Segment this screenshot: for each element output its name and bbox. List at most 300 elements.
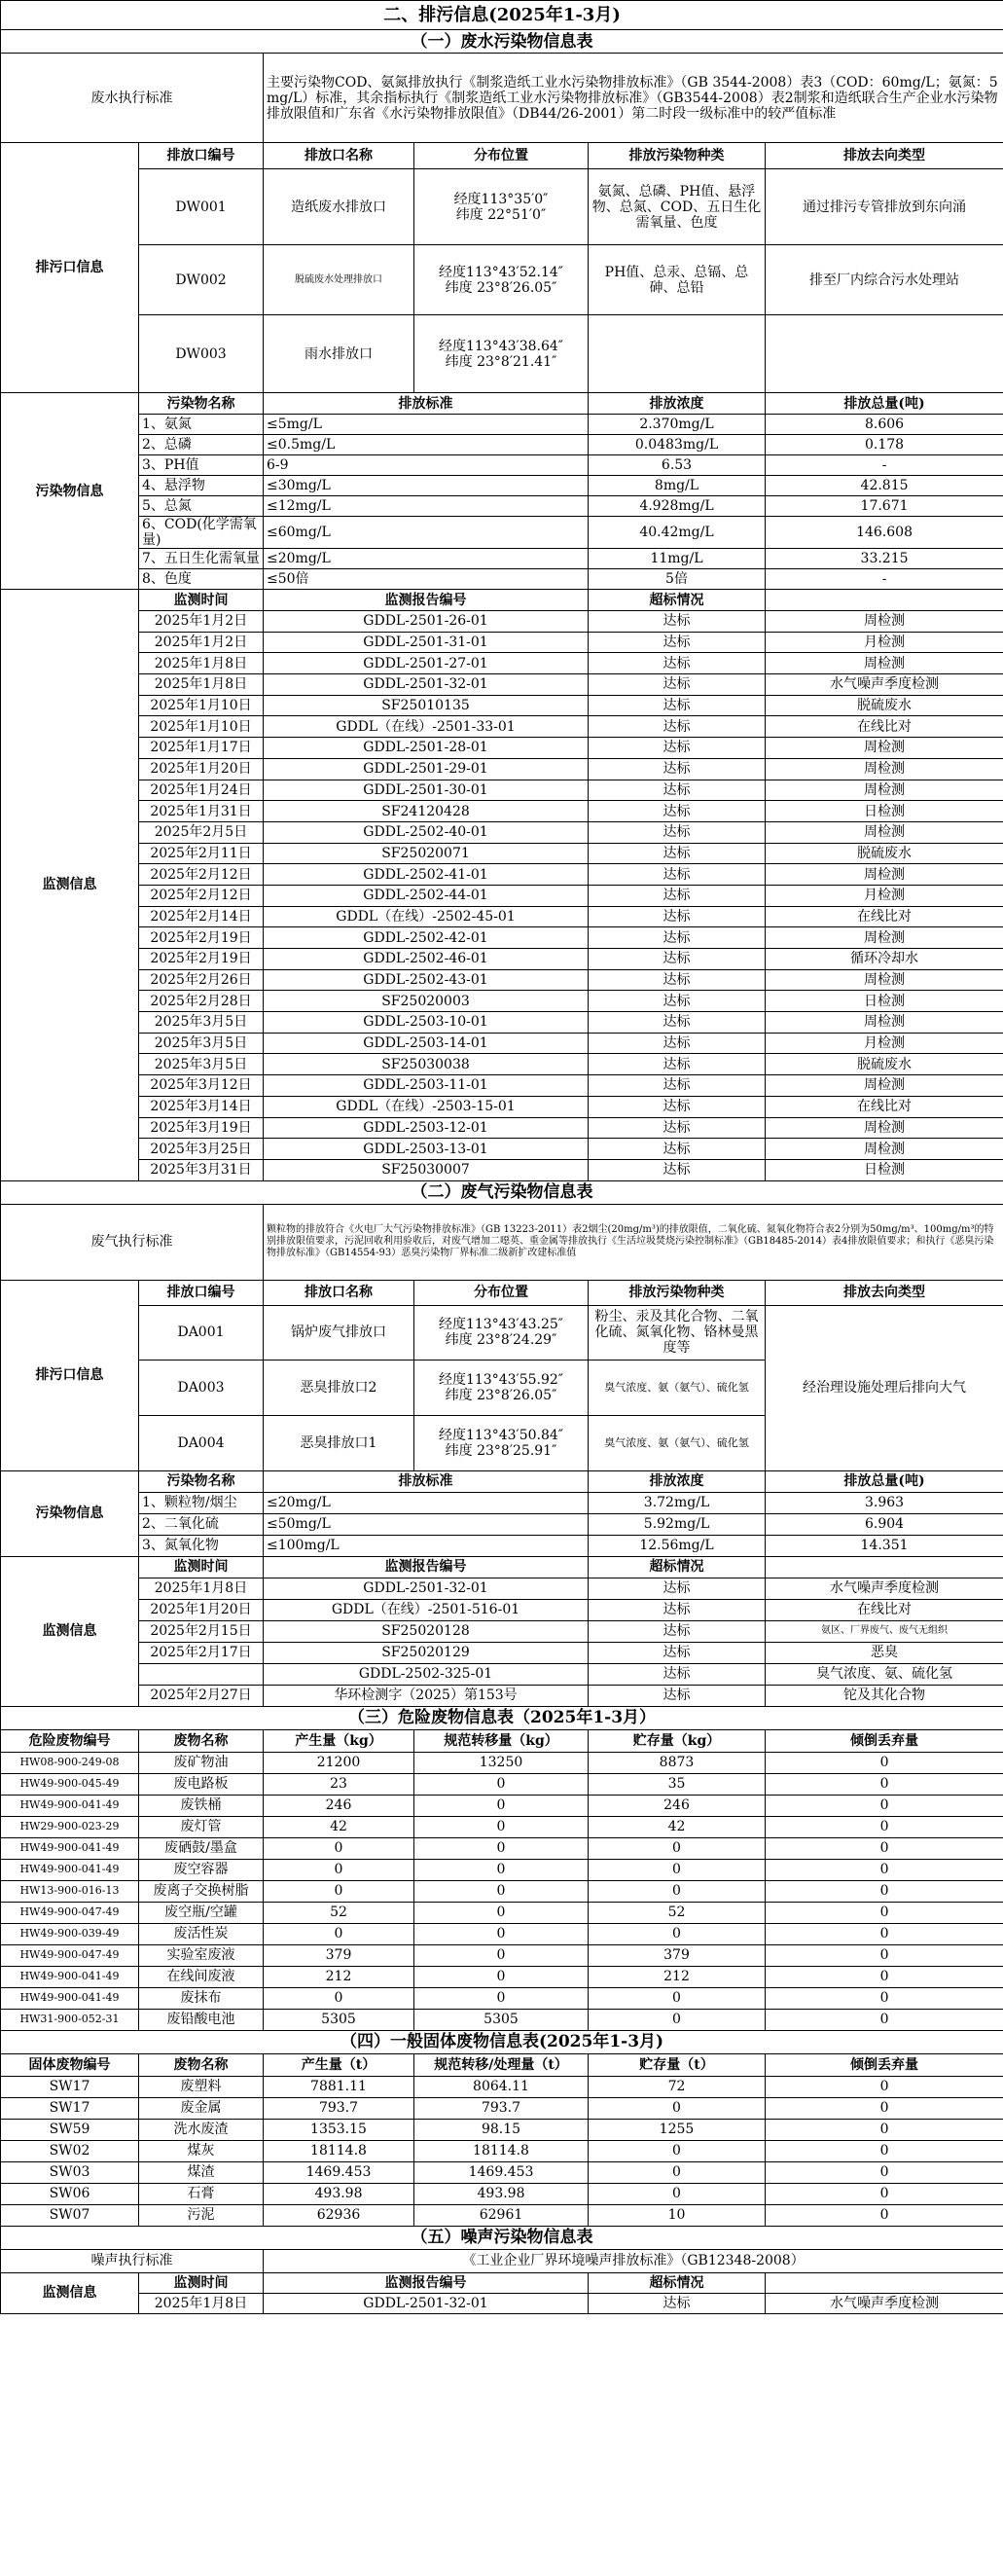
pollutant-concentration: 0.0483mg/L [589, 435, 766, 455]
hazardous-waste-row [1, 1880, 1003, 1902]
column-header: 产生量（t） [264, 2053, 414, 2076]
monitoring-note: 循环冷却水 [766, 949, 1003, 970]
monitoring-report-id: GDDL-2502-43-01 [264, 969, 589, 991]
table-cell: 793.7 [414, 2097, 589, 2119]
monitoring-report-id: GDDL-2502-42-01 [264, 927, 589, 949]
monitoring-note: 在线比对 [766, 1096, 1003, 1117]
monitoring-result: 达标 [589, 716, 766, 738]
monitoring-note: 周检测 [766, 1075, 1003, 1097]
column-header: 监测报告编号 [264, 1556, 589, 1578]
monitoring-date: 2025年3月5日 [139, 1054, 264, 1075]
waste-code: SW03 [1, 2161, 139, 2183]
monitoring-result: 达标 [589, 991, 766, 1012]
monitoring-result: 达标 [589, 1663, 766, 1685]
table-cell: 0 [589, 1837, 766, 1859]
table-cell: 废金属 [139, 2097, 264, 2119]
pollutant-row [1, 517, 1003, 549]
monitoring-report-id: GDDL-2503-13-01 [264, 1139, 589, 1160]
pollutant-concentration: 12.56mg/L [589, 1535, 766, 1556]
column-header: 排放口编号 [139, 1280, 264, 1305]
outlet-destination: 经治理设施处理后排向大气 [766, 1305, 1003, 1470]
table-cell: 0 [766, 1944, 1003, 1966]
pollutant-concentration: 11mg/L [589, 549, 766, 569]
standard-text: 颗粒物的排放符合《火电厂大气污染物排放标准》（GB 13223-2011）表2烟尘(20mg/m³)的排放限值，二氧化硫、氮氧化物符合表2分别为50mg/m³、100mg/m³的特别排放限值要求，污泥回收利用验收后，对废气增加二噁英、重金属等排放执行《生活垃圾焚烧污染控制标准》（GB18485-2014）表4排放限值要求；和执行《恶臭污染物排放标准》（GB14554-93）恶臭污染物厂界标准二级新扩改建标准值 [264, 1204, 1003, 1280]
solid-waste-row [1, 2076, 1003, 2097]
monitoring-row [1, 821, 1003, 843]
column-header: 排放总量(吨) [766, 1470, 1003, 1492]
outlet-location [414, 1360, 589, 1415]
monitoring-result: 达标 [589, 885, 766, 906]
monitoring-result: 达标 [589, 906, 766, 927]
monitoring-result: 达标 [589, 1054, 766, 1075]
pollutant-name: 7、五日生化需氧量 [139, 549, 264, 569]
column-header: 排放浓度 [589, 393, 766, 415]
waste-code: HW29-900-023-29 [1, 1816, 139, 1837]
table-cell: 21200 [264, 1752, 414, 1773]
header-row [1, 2272, 1003, 2293]
column-header: 产生量（kg） [264, 1729, 414, 1752]
pollutant-label: 污染物信息 [1, 393, 139, 590]
column-header: 排放口名称 [264, 143, 414, 169]
monitoring-result: 达标 [589, 653, 766, 674]
waste-code: HW49-900-041-49 [1, 1987, 139, 2009]
table-cell: 0 [766, 2161, 1003, 2183]
monitoring-note: 在线比对 [766, 906, 1003, 927]
table-cell: 10 [589, 2204, 766, 2226]
monitoring-report-id: GDDL-2502-46-01 [264, 949, 589, 970]
table-cell: 0 [414, 1859, 589, 1880]
table-cell: 8873 [589, 1752, 766, 1773]
monitoring-result: 达标 [589, 801, 766, 822]
table-cell: 52 [589, 1902, 766, 1923]
monitoring-report-id: GDDL-2502-41-01 [264, 864, 589, 886]
pollutant-standard: ≤12mg/L [264, 496, 589, 517]
column-header: 污染物名称 [139, 393, 264, 415]
monitoring-note: 水气噪声季度检测 [766, 2293, 1003, 2313]
table-cell: 0 [766, 2119, 1003, 2140]
table-cell: 0 [766, 1816, 1003, 1837]
outlet-label: 排污口信息 [1, 143, 139, 393]
waste-code: SW06 [1, 2183, 139, 2204]
section-heading-row [1, 2030, 1003, 2053]
monitoring-date: 2025年1月2日 [139, 632, 264, 653]
monitoring-label: 监测信息 [1, 2272, 139, 2313]
outlet-id: DW001 [139, 169, 264, 245]
pollutant-standard: ≤100mg/L [264, 1535, 589, 1556]
hazardous-waste-row [1, 1944, 1003, 1966]
monitoring-report-id: SF25020128 [264, 1620, 589, 1642]
table-cell: 0 [414, 1773, 589, 1795]
solid-waste-row [1, 2183, 1003, 2204]
pollutant-name: 8、色度 [139, 569, 264, 590]
column-header: 污染物名称 [139, 1470, 264, 1492]
pollutant-name: 4、悬浮物 [139, 476, 264, 496]
monitoring-report-id: SF25030007 [264, 1159, 589, 1180]
monitoring-result: 达标 [589, 1139, 766, 1160]
column-header: 排放口名称 [264, 1280, 414, 1305]
section-heading-row [1, 1180, 1003, 1204]
column-header [766, 590, 1003, 611]
table-cell: 废空容器 [139, 1859, 264, 1880]
standard-label: 噪声执行标准 [1, 2249, 264, 2272]
monitoring-row [1, 1159, 1003, 1180]
page-title-row [1, 1, 1003, 30]
column-header: 超标情况 [589, 590, 766, 611]
hazardous-waste-row [1, 1837, 1003, 1859]
table-cell: 石膏 [139, 2183, 264, 2204]
table-cell: 212 [589, 1966, 766, 1987]
table-cell: 废离子交换树脂 [139, 1880, 264, 1902]
section-heading-row [1, 2226, 1003, 2249]
table-cell: 0 [589, 1987, 766, 2009]
monitoring-report-id: GDDL-2501-28-01 [264, 738, 589, 759]
table-cell: 246 [589, 1795, 766, 1816]
pollutant-name: 3、PH值 [139, 455, 264, 476]
hazardous-waste-row [1, 1773, 1003, 1795]
outlet-pollutants: 氨氮、总磷、PH值、悬浮物、总氮、COD、五日生化需氧量、色度 [589, 169, 766, 245]
hazardous-waste-row [1, 1752, 1003, 1773]
outlet-destination [766, 315, 1003, 393]
header-row [1, 1729, 1003, 1752]
monitoring-date: 2025年3月31日 [139, 1159, 264, 1180]
pollutant-row [1, 1535, 1003, 1556]
table-cell: 0 [766, 1837, 1003, 1859]
monitoring-note: 日检测 [766, 991, 1003, 1012]
waste-code: HW49-900-041-49 [1, 1966, 139, 1987]
monitoring-note: 日检测 [766, 801, 1003, 822]
outlet-name: 造纸废水排放口 [264, 169, 414, 245]
column-header: 排放去向类型 [766, 143, 1003, 169]
outlet-id: DA004 [139, 1415, 264, 1470]
column-header: 废物名称 [139, 1729, 264, 1752]
monitoring-date: 2025年1月8日 [139, 653, 264, 674]
monitoring-report-id: GDDL-2501-31-01 [264, 632, 589, 653]
table-cell: 52 [264, 1902, 414, 1923]
monitoring-note: 周检测 [766, 1117, 1003, 1139]
hazardous-waste-row [1, 1923, 1003, 1944]
monitoring-note: 月检测 [766, 632, 1003, 653]
monitoring-note: 日检测 [766, 1159, 1003, 1180]
column-header: 监测时间 [139, 2272, 264, 2293]
table-cell: 煤灰 [139, 2140, 264, 2161]
monitoring-note: 周检测 [766, 969, 1003, 991]
monitoring-date: 2025年2月17日 [139, 1642, 264, 1663]
column-header: 贮存量（t） [589, 2053, 766, 2076]
waste-code: HW49-900-047-49 [1, 1944, 139, 1966]
monitoring-row [1, 780, 1003, 801]
monitoring-row [1, 716, 1003, 738]
pollutant-total: 6.904 [766, 1513, 1003, 1535]
column-header: 监测报告编号 [264, 590, 589, 611]
table-cell: 0 [414, 1923, 589, 1944]
monitoring-date: 2025年1月8日 [139, 1578, 264, 1599]
pollutant-standard: ≤50倍 [264, 569, 589, 590]
table-cell: 0 [264, 1859, 414, 1880]
table-cell: 18114.8 [414, 2140, 589, 2161]
pollutant-concentration: 6.53 [589, 455, 766, 476]
monitoring-result: 达标 [589, 780, 766, 801]
column-header: 排放标准 [264, 393, 589, 415]
monitoring-row [1, 906, 1003, 927]
outlet-destination: 通过排污专管排放到东向涌 [766, 169, 1003, 245]
waste-code: SW17 [1, 2076, 139, 2097]
monitoring-report-id: GDDL-2501-32-01 [264, 674, 589, 696]
pollutant-row [1, 496, 1003, 517]
table-cell: 废抹布 [139, 1987, 264, 2009]
outlet-location [414, 1305, 589, 1360]
column-header: 分布位置 [414, 143, 589, 169]
table-cell: 0 [766, 1902, 1003, 1923]
waste-code: SW59 [1, 2119, 139, 2140]
hazardous-waste-row [1, 1816, 1003, 1837]
outlet-pollutants [589, 315, 766, 393]
pollutant-row [1, 1513, 1003, 1535]
monitoring-label: 监测信息 [1, 1556, 139, 1706]
monitoring-date: 2025年1月31日 [139, 801, 264, 822]
monitoring-result: 达标 [589, 2293, 766, 2313]
outlet-pollutants: 臭气浓度、氨（氨气）、硫化氢 [589, 1415, 766, 1470]
waste-code: SW17 [1, 2097, 139, 2119]
table-cell: 379 [264, 1944, 414, 1966]
monitoring-note: 周检测 [766, 1012, 1003, 1034]
table-cell: 0 [414, 1902, 589, 1923]
location-longitude: 经度113°43′55.92″ [438, 1371, 564, 1388]
monitoring-date: 2025年2月11日 [139, 843, 264, 864]
monitoring-report-id: SF25030038 [264, 1054, 589, 1075]
location-longitude: 经度113°43′38.64″ [438, 338, 564, 354]
monitoring-note: 脱硫废水 [766, 695, 1003, 716]
monitoring-result: 达标 [589, 611, 766, 633]
pollutant-total: 8.606 [766, 415, 1003, 435]
table-cell: 0 [766, 2076, 1003, 2097]
monitoring-result: 达标 [589, 1096, 766, 1117]
pollutant-row [1, 549, 1003, 569]
table-cell: 洗水废渣 [139, 2119, 264, 2140]
pollutant-concentration: 3.72mg/L [589, 1492, 766, 1513]
column-header: 规范转移/处理量（t） [414, 2053, 589, 2076]
standard-row [1, 54, 1003, 143]
table-cell: 0 [414, 1837, 589, 1859]
monitoring-result: 达标 [589, 1620, 766, 1642]
table-cell: 1469.453 [414, 2161, 589, 2183]
pollutant-concentration: 40.42mg/L [589, 517, 766, 549]
column-header: 监测报告编号 [264, 2272, 589, 2293]
pollutant-standard: ≤30mg/L [264, 476, 589, 496]
section-heading: （一）废水污染物信息表 [1, 30, 1003, 54]
location-longitude: 经度113°43′50.84″ [438, 1427, 564, 1443]
monitoring-date: 2025年2月12日 [139, 864, 264, 886]
location-latitude: 纬度 23°8′26.05″ [445, 279, 557, 296]
monitoring-result: 达标 [589, 1685, 766, 1706]
table-cell: 0 [766, 1795, 1003, 1816]
monitoring-note: 水气噪声季度检测 [766, 674, 1003, 696]
monitoring-result: 达标 [589, 738, 766, 759]
location-latitude: 纬度 23°8′25.91″ [445, 1442, 557, 1459]
header-row [1, 1470, 1003, 1492]
table-cell: 493.98 [264, 2183, 414, 2204]
table-cell: 0 [589, 2009, 766, 2030]
monitoring-date: 2025年3月5日 [139, 1012, 264, 1034]
table-cell: 0 [766, 1923, 1003, 1944]
monitoring-report-id: GDDL-2503-14-01 [264, 1033, 589, 1054]
table-cell: 0 [589, 1880, 766, 1902]
monitoring-date: 2025年3月14日 [139, 1096, 264, 1117]
pollutant-total: 0.178 [766, 435, 1003, 455]
location-longitude: 经度113°43′43.25″ [438, 1317, 564, 1333]
monitoring-note: 在线比对 [766, 1599, 1003, 1620]
monitoring-row [1, 1033, 1003, 1054]
table-cell: 0 [766, 2204, 1003, 2226]
table-cell: 13250 [414, 1752, 589, 1773]
column-header: 监测时间 [139, 1556, 264, 1578]
monitoring-report-id: GDDL-2502-325-01 [264, 1663, 589, 1685]
monitoring-row [1, 969, 1003, 991]
monitoring-date: 2025年3月5日 [139, 1033, 264, 1054]
waste-code: SW02 [1, 2140, 139, 2161]
table-cell: 493.98 [414, 2183, 589, 2204]
waste-code: HW08-900-249-08 [1, 1752, 139, 1773]
monitoring-report-id: GDDL（在线）-2501-33-01 [264, 716, 589, 738]
solid-waste-row [1, 2119, 1003, 2140]
outlet-id: DA003 [139, 1360, 264, 1415]
monitoring-date: 2025年2月28日 [139, 991, 264, 1012]
monitoring-result: 达标 [589, 758, 766, 780]
monitoring-row [1, 1054, 1003, 1075]
table-cell: 0 [414, 1816, 589, 1837]
monitoring-report-id: GDDL（在线）-2503-15-01 [264, 1096, 589, 1117]
monitoring-report-id: GDDL-2501-29-01 [264, 758, 589, 780]
table-cell: 0 [766, 1880, 1003, 1902]
monitoring-result: 达标 [589, 1599, 766, 1620]
location-latitude: 纬度 22°51′0″ [455, 206, 547, 223]
monitoring-row [1, 1117, 1003, 1139]
waste-code: HW49-900-041-49 [1, 1837, 139, 1859]
section-heading-row [1, 1706, 1003, 1729]
table-cell: 实验室废液 [139, 1944, 264, 1966]
standard-label: 废气执行标准 [1, 1204, 264, 1280]
hazardous-waste-row [1, 1987, 1003, 2009]
table-cell: 废空瓶/空罐 [139, 1902, 264, 1923]
header-row [1, 1280, 1003, 1305]
table-cell: 8064.11 [414, 2076, 589, 2097]
outlet-location [414, 245, 589, 315]
solid-waste-row [1, 2161, 1003, 2183]
pollutant-total: 42.815 [766, 476, 1003, 496]
column-header: 废物名称 [139, 2053, 264, 2076]
pollutant-concentration: 4.928mg/L [589, 496, 766, 517]
monitoring-note: 臭气浓度、氨、硫化氢 [766, 1663, 1003, 1685]
table-cell: 0 [766, 1752, 1003, 1773]
pollutant-row [1, 1492, 1003, 1513]
pollutant-standard: ≤20mg/L [264, 549, 589, 569]
pollutant-row [1, 455, 1003, 476]
standard-text: 主要污染物COD、氨氮排放执行《制浆造纸工业水污染物排放标准》（GB 3544-2008）表3（COD：60mg/L；氨氮：5 mg/L）标准，其余指标执行《制浆造纸工业水污染物排放标准》（GB3544-2008）表2制浆和造纸联合生产企业水污染物排放限值和广东省《水污染物排放限值》（DB44/26-2001）第二时段一级标准中的较严值标准 [264, 54, 1003, 143]
monitoring-report-id: GDDL-2502-40-01 [264, 821, 589, 843]
outlet-pollutants: 臭气浓度、氨（氨气）、硫化氢 [589, 1360, 766, 1415]
outlet-destination: 排至厂内综合污水处理站 [766, 245, 1003, 315]
outlet-name: 恶臭排放口2 [264, 1360, 414, 1415]
monitoring-date: 2025年1月24日 [139, 780, 264, 801]
outlet-label: 排污口信息 [1, 1280, 139, 1470]
table-cell: 0 [589, 1859, 766, 1880]
table-cell: 废活性炭 [139, 1923, 264, 1944]
column-header: 排放浓度 [589, 1470, 766, 1492]
hazardous-waste-row [1, 1902, 1003, 1923]
monitoring-date: 2025年1月17日 [139, 738, 264, 759]
pollutant-row [1, 415, 1003, 435]
table-cell: 0 [766, 1859, 1003, 1880]
monitoring-row [1, 1663, 1003, 1685]
pollutant-total: 3.963 [766, 1492, 1003, 1513]
pollutant-name: 2、二氧化硫 [139, 1513, 264, 1535]
monitoring-note: 周检测 [766, 758, 1003, 780]
table-cell: 0 [589, 1923, 766, 1944]
table-cell: 62936 [264, 2204, 414, 2226]
pollutant-concentration: 5倍 [589, 569, 766, 590]
monitoring-date: 2025年2月19日 [139, 949, 264, 970]
monitoring-report-id: GDDL-2503-12-01 [264, 1117, 589, 1139]
monitoring-date: 2025年2月12日 [139, 885, 264, 906]
table-cell: 0 [414, 1966, 589, 1987]
table-cell: 废铅酸电池 [139, 2009, 264, 2030]
outlet-location [414, 1415, 589, 1470]
standard-label: 废水执行标准 [1, 54, 264, 143]
pollutant-total: - [766, 455, 1003, 476]
pollutant-total: - [766, 569, 1003, 590]
solid-waste-row [1, 2140, 1003, 2161]
outlet-row [1, 169, 1003, 245]
waste-code: SW07 [1, 2204, 139, 2226]
table-cell: 5305 [414, 2009, 589, 2030]
pollutant-concentration: 8mg/L [589, 476, 766, 496]
monitoring-note: 周检测 [766, 738, 1003, 759]
monitoring-result: 达标 [589, 843, 766, 864]
table-cell: 0 [766, 1966, 1003, 1987]
monitoring-result: 达标 [589, 695, 766, 716]
pollutant-standard: ≤50mg/L [264, 1513, 589, 1535]
monitoring-date: 2025年1月8日 [139, 674, 264, 696]
monitoring-result: 达标 [589, 927, 766, 949]
monitoring-report-id: SF25020003 [264, 991, 589, 1012]
outlet-id: DW003 [139, 315, 264, 393]
monitoring-note: 周检测 [766, 927, 1003, 949]
monitoring-row [1, 695, 1003, 716]
table-cell: 246 [264, 1795, 414, 1816]
table-cell: 废矿物油 [139, 1752, 264, 1773]
monitoring-report-id: SF24120428 [264, 801, 589, 822]
monitoring-note: 周检测 [766, 1139, 1003, 1160]
column-header: 超标情况 [589, 1556, 766, 1578]
monitoring-report-id: GDDL-2501-27-01 [264, 653, 589, 674]
table-cell: 0 [414, 1795, 589, 1816]
column-header [766, 2272, 1003, 2293]
monitoring-report-id: 华环检测字（2025）第153号 [264, 1685, 589, 1706]
table-cell: 5305 [264, 2009, 414, 2030]
monitoring-note: 月检测 [766, 1033, 1003, 1054]
location-latitude: 纬度 23°8′24.29″ [445, 1332, 557, 1349]
pollutant-row [1, 435, 1003, 455]
hazardous-waste-row [1, 2009, 1003, 2030]
table-cell: 0 [264, 1837, 414, 1859]
monitoring-report-id: GDDL-2501-26-01 [264, 611, 589, 633]
column-header: 倾倒丢弃量 [766, 2053, 1003, 2076]
monitoring-report-id: GDDL-2501-32-01 [264, 2293, 589, 2313]
outlet-row [1, 315, 1003, 393]
monitoring-date: 2025年3月12日 [139, 1075, 264, 1097]
monitoring-date: 2025年1月8日 [139, 2293, 264, 2313]
monitoring-row [1, 2293, 1003, 2313]
pollutant-standard: 6-9 [264, 455, 589, 476]
